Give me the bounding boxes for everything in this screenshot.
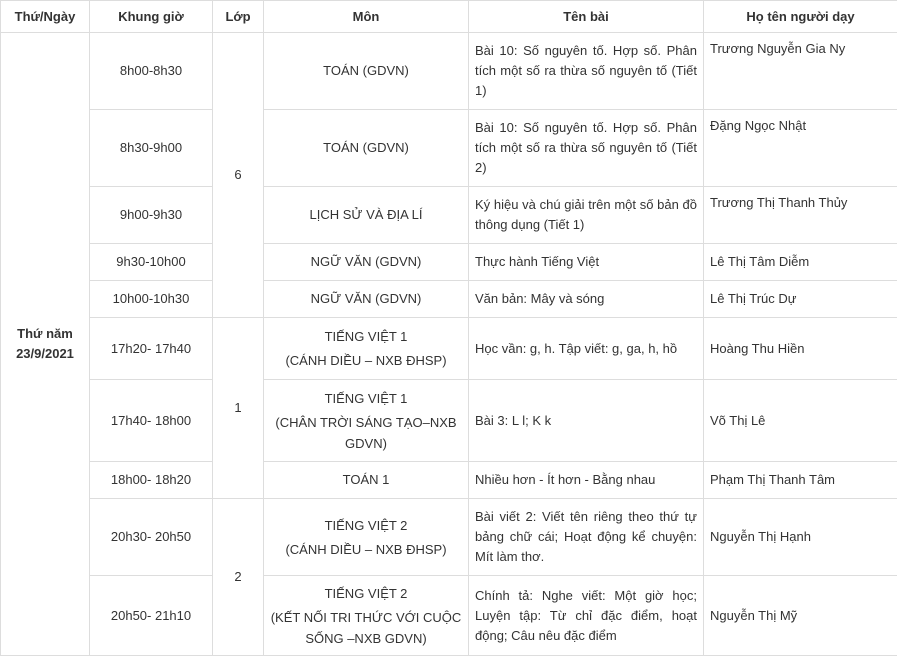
subject-name: LỊCH SỬ VÀ ĐỊA LÍ — [309, 207, 423, 222]
subject-cell — [264, 318, 469, 380]
teacher-cell: Hoàng Thu Hiền — [704, 318, 897, 380]
time-cell: 17h40- 18h00 — [90, 380, 213, 462]
subject-publisher: (CÁNH DIỀU – NXB ĐHSP) — [285, 353, 447, 368]
subject-cell — [264, 33, 469, 110]
time-cell: 9h30-10h00 — [90, 244, 213, 281]
subject-publisher: (CHÂN TRỜI SÁNG TẠO–NXB GDVN) — [275, 414, 457, 451]
time-cell: 20h50- 21h10 — [90, 576, 213, 656]
time-cell: 8h00-8h30 — [90, 33, 213, 110]
subject-name: NGỮ VĂN (GDVN) — [310, 291, 422, 306]
subject-name: TOÁN (GDVN) — [323, 140, 409, 155]
header-lesson: Tên bài — [469, 1, 704, 33]
lesson-cell: Văn bản: Mây và sóng — [469, 281, 704, 318]
subject-name: TIẾNG VIỆT 1 — [324, 329, 408, 344]
day-cell — [1, 33, 90, 656]
table-row — [1, 187, 897, 244]
lesson-cell: Bài viết 2: Viết tên riêng theo thứ tự bảng chữ cái; Hoạt động kể chuyện: Mít làm thơ. — [469, 499, 704, 576]
teacher-cell: Lê Thị Trúc Dự — [704, 281, 897, 318]
subject-publisher: (CÁNH DIỀU – NXB ĐHSP) — [285, 541, 447, 557]
subject-cell — [264, 576, 469, 656]
header-teacher: Họ tên người dạy — [704, 1, 897, 33]
subject-cell — [264, 499, 469, 576]
table-row — [1, 462, 897, 499]
subject-name: TOÁN 1 — [342, 472, 390, 487]
teacher-cell: Nguyễn Thị Hạnh — [704, 499, 897, 576]
subject-cell — [264, 110, 469, 187]
time-cell: 10h00-10h30 — [90, 281, 213, 318]
table-row — [1, 110, 897, 187]
teacher-cell: Phạm Thị Thanh Tâm — [704, 462, 897, 499]
table-row — [1, 318, 897, 380]
subject-cell — [264, 187, 469, 244]
subject-cell — [264, 380, 469, 462]
subject-publisher: (KẾT NỐI TRI THỨC VỚI CUỘC SỐNG –NXB GDVN) — [270, 609, 462, 646]
lesson-cell: Chính tả: Nghe viết: Một giờ học; Luyện tập: Từ chỉ đặc điểm, hoạt động; Câu nêu đặc điểm — [469, 576, 704, 656]
subject-cell — [264, 281, 469, 318]
header-time: Khung giờ — [90, 1, 213, 33]
day-name: Thứ năm — [17, 326, 73, 341]
teacher-cell: Trương Nguyễn Gia Ny — [704, 33, 897, 110]
grade-cell: 2 — [213, 499, 264, 656]
lesson-cell: Bài 3: L l; K k — [469, 380, 704, 462]
lesson-cell: Học vần: g, h. Tập viết: g, ga, h, hồ — [469, 318, 704, 380]
subject-cell — [264, 244, 469, 281]
table-row — [1, 499, 897, 576]
table-row — [1, 244, 897, 281]
lesson-cell: Ký hiệu và chú giải trên một số bản đồ thông dụng (Tiết 1) — [469, 187, 704, 244]
time-cell: 17h20- 17h40 — [90, 318, 213, 380]
header-grade: Lớp — [213, 1, 264, 33]
time-cell: 20h30- 20h50 — [90, 499, 213, 576]
table-row — [1, 576, 897, 656]
grade-cell: 1 — [213, 318, 264, 499]
lesson-cell: Bài 10: Số nguyên tố. Hợp số. Phân tích một số ra thừa số nguyên tố (Tiết 2) — [469, 110, 704, 187]
subject-name: TIẾNG VIỆT 2 — [324, 585, 408, 601]
teacher-cell: Nguyễn Thị Mỹ — [704, 576, 897, 656]
header-subject: Môn — [264, 1, 469, 33]
table-row — [1, 281, 897, 318]
teacher-cell: Đặng Ngọc Nhật — [704, 110, 897, 187]
subject-name: TIẾNG VIỆT 1 — [324, 390, 408, 406]
day-date: 23/9/2021 — [16, 346, 74, 361]
time-cell: 18h00- 18h20 — [90, 462, 213, 499]
subject-name: TOÁN (GDVN) — [323, 63, 409, 78]
lesson-cell: Nhiều hơn - Ít hơn - Bằng nhau — [469, 462, 704, 499]
time-cell: 9h00-9h30 — [90, 187, 213, 244]
table-row — [1, 33, 897, 110]
subject-name: TIẾNG VIỆT 2 — [324, 517, 408, 533]
subject-name: NGỮ VĂN (GDVN) — [310, 254, 422, 269]
header-row — [1, 1, 897, 33]
teacher-cell: Trương Thị Thanh Thủy — [704, 187, 897, 244]
subject-cell — [264, 462, 469, 499]
lesson-cell: Thực hành Tiếng Việt — [469, 244, 704, 281]
table-row — [1, 380, 897, 462]
teacher-cell: Võ Thị Lê — [704, 380, 897, 462]
time-cell: 8h30-9h00 — [90, 110, 213, 187]
teacher-cell: Lê Thị Tâm Diễm — [704, 244, 897, 281]
lesson-cell: Bài 10: Số nguyên tố. Hợp số. Phân tích một số ra thừa số nguyên tố (Tiết 1) — [469, 33, 704, 110]
grade-cell: 6 — [213, 33, 264, 318]
header-day: Thứ/Ngày — [1, 1, 90, 33]
